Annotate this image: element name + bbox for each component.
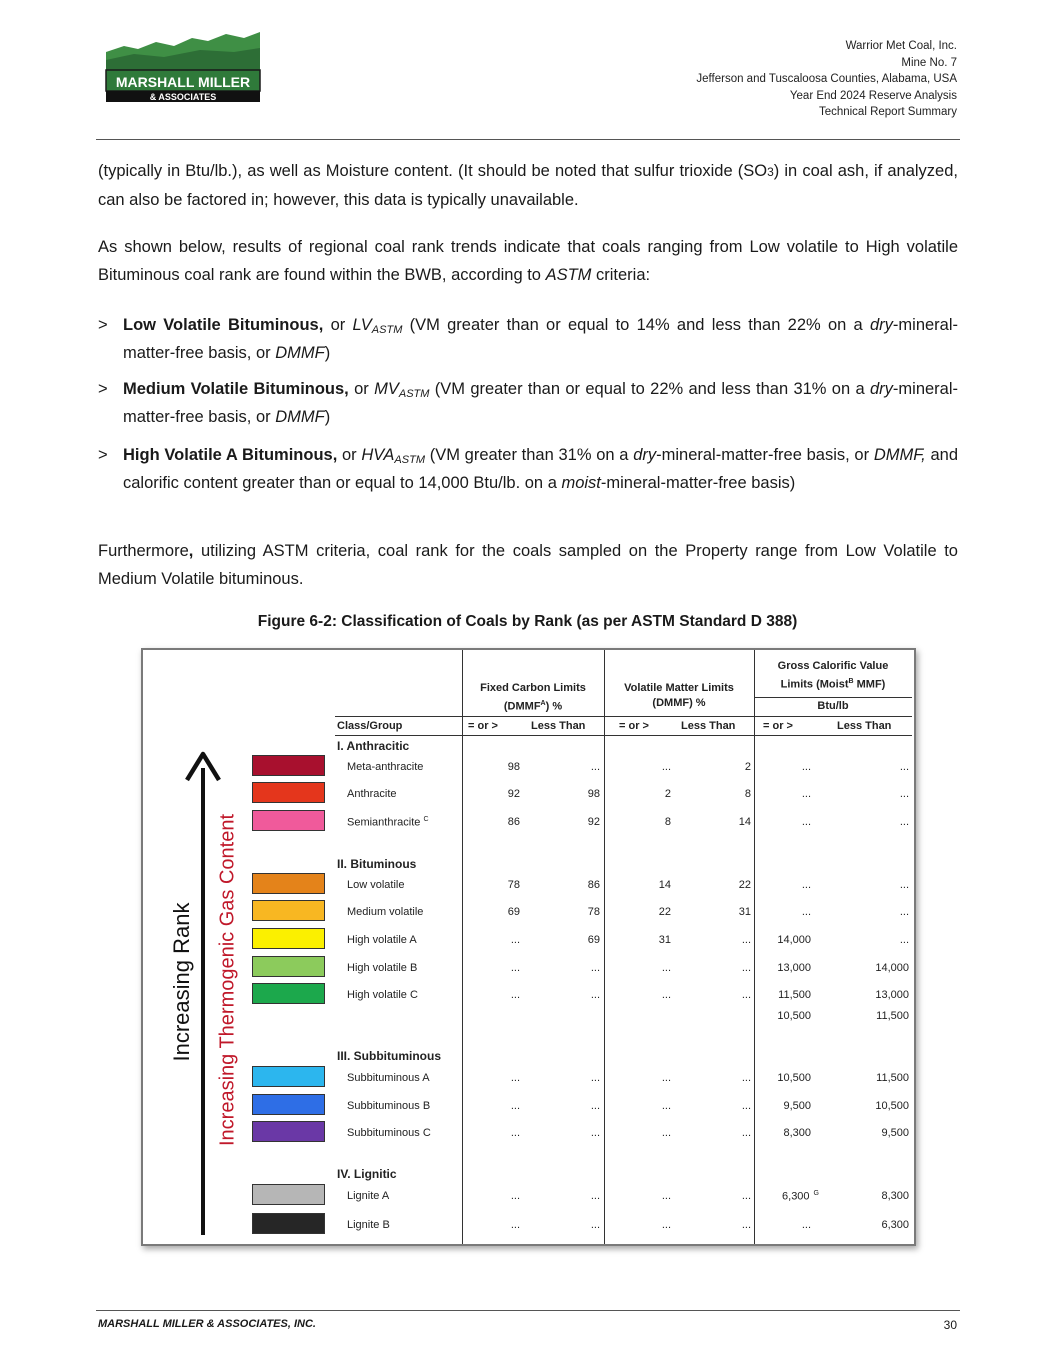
cell-value: 9,500: [881, 1127, 909, 1139]
cell-vm-lt: [683, 1127, 751, 1139]
cell-value: ...: [899, 879, 909, 891]
cell-value: ...: [801, 879, 811, 891]
company-logo: [104, 30, 262, 104]
cell-vm-ge: [619, 761, 671, 773]
cell-value: ...: [661, 1100, 671, 1112]
cell-value: ...: [510, 1190, 520, 1202]
cell-value: 78: [507, 879, 520, 891]
cell-value: ...: [590, 989, 600, 1001]
cell-gcv-lt: [835, 934, 909, 946]
coal-rank-figure: [141, 648, 916, 1246]
btu-unit-header: Btu/lb: [817, 700, 849, 712]
cell-fc-ge: [468, 989, 520, 1001]
cell-value: 31: [738, 906, 751, 918]
rank-name-text: Semianthracite: [347, 816, 421, 829]
cell-value: ...: [590, 1100, 600, 1112]
rank-name: Lignite A: [347, 1190, 390, 1202]
cell-value: ...: [590, 1190, 600, 1202]
cell-value: 98: [507, 761, 520, 773]
rank-color-swatch: [252, 1213, 325, 1234]
cell-value: ...: [801, 816, 811, 828]
rank-name: Medium volatile: [347, 906, 424, 918]
logo-wordmark: MARSHALL MILLER: [115, 74, 251, 90]
cell-value: ...: [590, 962, 600, 974]
cell-fc-lt: [538, 1219, 600, 1231]
classification-rows: [143, 650, 914, 1244]
cell-value: 10,500: [875, 1100, 909, 1112]
cell-vm-ge: [619, 1100, 671, 1112]
rank-name: High volatile A: [347, 934, 417, 946]
cell-vm-lt: [683, 816, 751, 828]
cell-vm-ge: [619, 906, 671, 918]
cell-gcv-ge: [763, 1010, 811, 1022]
group-anthracitic: I. Anthracitic: [337, 739, 410, 753]
cell-vm-lt: [683, 788, 751, 800]
cell-value: 14,000: [777, 934, 811, 946]
cell-gcv-ge: [763, 906, 811, 918]
cell-fc-lt: [538, 1072, 600, 1084]
cell-fc-ge: [468, 1100, 520, 1112]
cell-value: 22: [658, 906, 671, 918]
cell-value: 13,000: [777, 962, 811, 974]
cell-fc-lt: [538, 788, 600, 800]
cell-vm-lt: [683, 1190, 751, 1202]
cell-value: ...: [590, 1219, 600, 1231]
rank-name: High volatile B: [347, 962, 418, 974]
cell-value: 69: [587, 934, 600, 946]
rank-footnote: C: [423, 816, 429, 823]
cell-gcv-lt: [835, 761, 909, 773]
cell-value: 86: [587, 879, 600, 891]
class-group-header: Class/Group: [337, 720, 403, 732]
cell-value: ...: [510, 1127, 520, 1139]
cell-gcv-ge: [763, 1100, 811, 1112]
cell-value: ...: [661, 1127, 671, 1139]
rank-color-swatch: [252, 956, 325, 977]
cell-value: 8: [664, 816, 671, 828]
rank-color-swatch: [252, 900, 325, 921]
cell-gcv-lt: [835, 989, 909, 1001]
cell-value: ...: [590, 1072, 600, 1084]
cell-value: ...: [510, 962, 520, 974]
cell-fc-ge: [468, 879, 520, 891]
cell-fc-ge: [468, 1190, 520, 1202]
cell-vm-ge: [619, 816, 671, 828]
cell-value: ...: [741, 1100, 751, 1112]
cell-vm-lt: [683, 934, 751, 946]
cell-value: ...: [741, 934, 751, 946]
rank-color-swatch: [252, 1066, 325, 1087]
cell-value: ...: [661, 761, 671, 773]
rank-color-swatch: [252, 928, 325, 949]
header-location: Jefferson and Tuscaloosa Counties, Alabama, USA: [696, 73, 957, 85]
cell-value: 11,500: [876, 1010, 909, 1022]
page-number: 30: [943, 1318, 957, 1332]
header-mine: Mine No. 7: [901, 56, 957, 69]
group-subbituminous: III. Subbituminous: [337, 1049, 441, 1063]
cell-vm-ge: [619, 989, 671, 1001]
fixed-carbon-header: Fixed Carbon Limits $(DMMF^A)$ %: [480, 682, 586, 713]
logo-subtitle: & ASSOCIATES: [149, 92, 217, 102]
cell-value: ...: [899, 788, 909, 800]
cell-gcv-lt: [835, 1190, 909, 1202]
cell-vm-lt: [683, 1100, 751, 1112]
paragraph-sulfur-note: (typically in Btu/lb.), as well as Moisture content. (It should be noted that sulfur trioxide (SO3) in coal ash, if analyzed, can also be factored in; however, this data is typically unavailable.: [98, 162, 958, 209]
vm-ge-header: = or >: [619, 720, 649, 732]
cell-gcv-lt: [835, 879, 909, 891]
bullet-medium-volatile: > Medium Volatile Bituminous, or $MV_{ASTM}$ (VM greater than or equal to 22% and less than 31% on a dry-mineral-matter-free basis, or DMMF): [98, 375, 958, 431]
cell-vm-ge: [619, 934, 671, 946]
cell-gcv-ge: [763, 1219, 811, 1231]
header-report-year: Year End 2024 Reserve Analysis: [789, 89, 957, 102]
cell-value: 8: [744, 788, 751, 800]
cell-fc-ge: [468, 962, 520, 974]
bullet-marker: >: [98, 446, 108, 464]
cell-value: ...: [590, 1127, 600, 1139]
cell-value: ...: [899, 906, 909, 918]
rank-color-swatch: [252, 810, 325, 831]
cell-value: ...: [741, 1219, 751, 1231]
header-report-type: Technical Report Summary: [818, 106, 957, 118]
volatile-matter-header: Volatile Matter Limits (DMMF) %: [624, 682, 734, 709]
header-divider: [96, 139, 960, 140]
cell-value: 22: [738, 879, 751, 891]
cell-gcv-ge: [763, 816, 811, 828]
cell-value: ...: [801, 761, 811, 773]
cell-vm-lt: [683, 989, 751, 1001]
cell-gcv-lt: [835, 1010, 909, 1022]
cell-fc-lt: [538, 934, 600, 946]
cell-footnote: G: [813, 1190, 819, 1197]
rank-name: Subbituminous C: [347, 1127, 431, 1139]
figure-caption: Figure 6-2: Classification of Coals by Rank (as per ASTM Standard D 388): [257, 613, 798, 630]
cell-gcv-ge: [763, 1190, 819, 1203]
bullet-marker: >: [98, 316, 108, 334]
cell-vm-ge: [619, 1127, 671, 1139]
cell-value: ...: [661, 989, 671, 1001]
cell-fc-lt: [538, 1127, 600, 1139]
cell-value: 6,300: [782, 1190, 810, 1203]
cell-fc-ge: [468, 788, 520, 800]
rank-name: Low volatile: [347, 879, 405, 891]
cell-fc-lt: [538, 906, 600, 918]
cell-value: 11,500: [876, 1072, 909, 1084]
cell-vm-ge: [619, 879, 671, 891]
cell-vm-lt: [683, 1072, 751, 1084]
header-company: Warrior Met Coal, Inc.: [845, 40, 957, 52]
cell-value: ...: [661, 1072, 671, 1084]
cell-vm-lt: [683, 906, 751, 918]
cell-vm-ge: [619, 1190, 671, 1202]
cell-value: 31: [658, 934, 671, 946]
cell-fc-lt: [538, 1190, 600, 1202]
rank-color-swatch: [252, 983, 325, 1004]
cell-value: ...: [741, 962, 751, 974]
cell-fc-lt: [538, 962, 600, 974]
gcv-ge-header: = or >: [763, 720, 793, 732]
rank-color-swatch: [252, 1121, 325, 1142]
cell-value: ...: [801, 788, 811, 800]
cell-value: 10,500: [777, 1010, 811, 1022]
cell-gcv-ge: [763, 989, 811, 1001]
cell-gcv-lt: [835, 1100, 909, 1112]
cell-value: ...: [801, 906, 811, 918]
cell-vm-ge: [619, 1219, 671, 1231]
cell-gcv-ge: [763, 1127, 811, 1139]
cell-gcv-ge: [763, 934, 811, 946]
cell-vm-lt: [683, 1219, 751, 1231]
rank-name: [347, 816, 429, 829]
cell-gcv-ge: [763, 1072, 811, 1084]
cell-fc-lt: [538, 816, 600, 828]
rank-name: Anthracite: [347, 788, 397, 800]
group-bituminous: II. Bituminous: [337, 857, 417, 871]
cell-value: ...: [661, 962, 671, 974]
cell-gcv-ge: [763, 962, 811, 974]
cell-value: 69: [507, 906, 520, 918]
cell-value: ...: [741, 1072, 751, 1084]
cell-value: 6,300: [881, 1219, 909, 1231]
cell-fc-ge: [468, 906, 520, 918]
cell-value: ...: [801, 1219, 811, 1231]
cell-vm-lt: [683, 962, 751, 974]
gcv-lt-header: Less Than: [837, 720, 892, 732]
rank-name: Meta-anthracite: [347, 761, 424, 773]
vm-lt-header: Less Than: [681, 720, 736, 732]
cell-vm-ge: [619, 788, 671, 800]
rank-name: Subbituminous A: [347, 1072, 430, 1084]
cell-value: ...: [590, 761, 600, 773]
cell-value: 92: [507, 788, 520, 800]
cell-gcv-lt: [835, 816, 909, 828]
cell-gcv-ge: [763, 761, 811, 773]
cell-value: 78: [587, 906, 600, 918]
cell-value: 14: [738, 816, 751, 828]
cell-fc-ge: [468, 761, 520, 773]
cell-gcv-lt: [835, 906, 909, 918]
cell-value: 14,000: [875, 962, 909, 974]
paragraph-property-rank: Furthermore, utilizing ASTM criteria, coal rank for the coals sampled on the Property range from Low Volatile to Medium Volatile bituminous.: [98, 542, 958, 588]
cell-gcv-lt: [835, 1219, 909, 1231]
cell-value: 86: [507, 816, 520, 828]
fc-ge-header: = or >: [468, 720, 498, 732]
cell-fc-ge: [468, 1072, 520, 1084]
cell-value: 8,300: [881, 1190, 909, 1202]
cell-value: ...: [510, 1219, 520, 1231]
cell-fc-lt: [538, 989, 600, 1001]
rank-color-swatch: [252, 755, 325, 776]
cell-fc-ge: [468, 1127, 520, 1139]
cell-gcv-lt: [835, 1127, 909, 1139]
cell-value: 92: [587, 816, 600, 828]
cell-fc-lt: [538, 761, 600, 773]
rank-color-swatch: [252, 1094, 325, 1115]
cell-value: 2: [664, 788, 671, 800]
rank-name: High volatile C: [347, 989, 418, 1001]
cell-fc-ge: [468, 816, 520, 828]
cell-vm-lt: [683, 879, 751, 891]
cell-gcv-ge: [763, 788, 811, 800]
cell-fc-ge: [468, 934, 520, 946]
thermogenic-gas-label: Increasing Thermogenic Gas Content: [216, 813, 239, 1147]
cell-value: ...: [899, 816, 909, 828]
bullet-high-volatile-a: > High Volatile A Bituminous, or $HVA_{ASTM}$ (VM greater than 31% on a dry-mineral-matter-free basis, or DMMF, and calorific content greater than or equal to 14,000 Btu/lb. on a moist-mineral-matter-free basis): [98, 441, 958, 497]
cell-value: 11,500: [778, 989, 811, 1001]
rank-name: Subbituminous B: [347, 1100, 431, 1112]
cell-gcv-lt: [835, 1072, 909, 1084]
cell-value: 10,500: [777, 1072, 811, 1084]
cell-gcv-lt: [835, 962, 909, 974]
cell-value: ...: [661, 1190, 671, 1202]
cell-fc-lt: [538, 879, 600, 891]
cell-value: ...: [510, 934, 520, 946]
cell-value: 98: [587, 788, 600, 800]
cell-vm-ge: [619, 962, 671, 974]
cell-value: 14: [658, 879, 671, 891]
document-header: [696, 38, 957, 121]
rank-name: Lignite B: [347, 1219, 390, 1231]
cell-fc-ge: [468, 1219, 520, 1231]
cell-value: ...: [510, 989, 520, 1001]
cell-vm-ge: [619, 1072, 671, 1084]
rank-color-swatch: [252, 1184, 325, 1205]
rank-color-swatch: [252, 782, 325, 803]
cell-value: ...: [741, 989, 751, 1001]
cell-value: ...: [899, 761, 909, 773]
fc-lt-header: Less Than: [531, 720, 586, 732]
cell-value: ...: [899, 934, 909, 946]
cell-value: ...: [741, 1190, 751, 1202]
bullet-low-volatile: > Low Volatile Bituminous, or $LV_{ASTM}$ (VM greater than or equal to 14% and less than 22% on a dry-mineral-matter-free basis, or DMMF): [98, 311, 958, 367]
cell-gcv-lt: [835, 788, 909, 800]
cell-vm-lt: [683, 761, 751, 773]
paragraph-rank-trends: As shown below, results of regional coal rank trends indicate that coals ranging from Low volatile to High volatile Bituminous coal rank are found within the BWB, according to ASTM criteria:: [98, 238, 958, 284]
cell-value: 2: [744, 761, 751, 773]
cell-value: ...: [661, 1219, 671, 1231]
group-lignitic: IV. Lignitic: [337, 1167, 397, 1181]
cell-value: 13,000: [875, 989, 909, 1001]
bullet-marker: >: [98, 380, 108, 398]
cell-value: 9,500: [783, 1100, 811, 1112]
footer-divider: [96, 1310, 960, 1311]
gross-calorific-header: Gross Calorific Value Limits (Moist$^B$ MMF): [777, 660, 889, 691]
cell-gcv-ge: [763, 879, 811, 891]
rank-color-swatch: [252, 873, 325, 894]
cell-value: ...: [510, 1072, 520, 1084]
cell-value: 8,300: [783, 1127, 811, 1139]
increasing-rank-label: Increasing Rank: [169, 902, 194, 1062]
cell-fc-lt: [538, 1100, 600, 1112]
footer-company: MARSHALL MILLER & ASSOCIATES, INC.: [98, 1318, 316, 1330]
cell-value: ...: [741, 1127, 751, 1139]
cell-value: ...: [510, 1100, 520, 1112]
